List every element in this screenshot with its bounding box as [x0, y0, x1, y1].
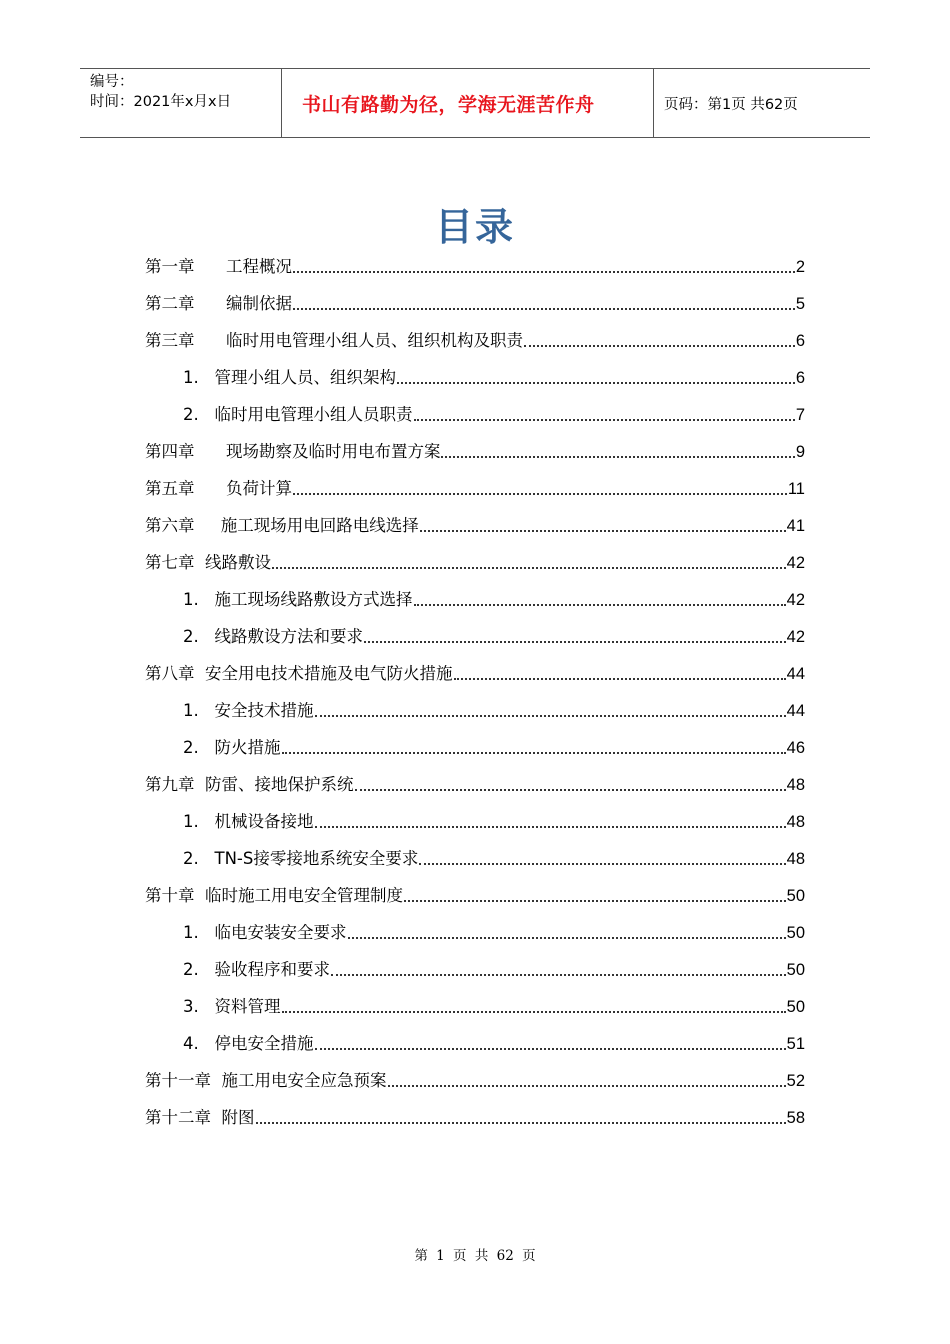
- toc-entry-gap: [195, 293, 226, 315]
- toc-entry-gap: [195, 515, 221, 537]
- toc-entry-label: 工程概况: [225, 257, 292, 276]
- toc-dot-leader: [315, 714, 786, 717]
- toc-entry[interactable]: [183, 807, 805, 833]
- toc-entry-page: 42: [786, 554, 805, 572]
- page-header: [80, 68, 870, 138]
- toc-entry-number: 3.: [183, 997, 199, 1016]
- toc-entry-page: 50: [786, 961, 805, 979]
- toc-entry-number: 2.: [183, 627, 199, 646]
- toc-entry-gap: [199, 367, 215, 389]
- toc-dot-leader: [315, 825, 786, 828]
- toc-dot-leader: [524, 344, 795, 347]
- toc-entry-label: 防火措施: [214, 738, 281, 757]
- toc-entry[interactable]: [145, 252, 805, 278]
- toc-entry[interactable]: [183, 733, 805, 759]
- toc-entry-gap: [199, 626, 215, 648]
- toc-entry[interactable]: [145, 1103, 805, 1129]
- toc-entry[interactable]: [145, 881, 805, 907]
- toc-dot-leader: [315, 1047, 786, 1050]
- toc-dot-leader: [414, 603, 786, 606]
- toc-entry-number: 1.: [183, 590, 199, 609]
- toc-entry-label: 负荷计算: [225, 479, 292, 498]
- toc-entry-page: 41: [786, 517, 805, 535]
- toc-entry-gap: [195, 774, 206, 796]
- toc-entry-label: 验收程序和要求: [214, 960, 330, 979]
- toc-entry[interactable]: [145, 289, 805, 315]
- toc-entry-label: 附图: [221, 1108, 255, 1127]
- toc-entry-page: 46: [786, 739, 805, 757]
- toc-entry-number: 第十章: [145, 886, 195, 905]
- toc-entry-number: 第四章: [145, 442, 195, 461]
- toc-entry-number: 4.: [183, 1034, 199, 1053]
- toc-entry-number: 第二章: [145, 294, 195, 313]
- toc-entry-number: 2.: [183, 849, 199, 868]
- toc-entry-number: 1.: [183, 923, 199, 942]
- toc-entry-label: 资料管理: [214, 997, 281, 1016]
- toc-dot-leader: [282, 751, 786, 754]
- toc-entry-number: 2.: [183, 960, 199, 979]
- toc-dot-leader: [348, 936, 786, 939]
- toc-entry[interactable]: [145, 474, 805, 500]
- header-meta: [80, 69, 281, 137]
- toc-entry-number: 第五章: [145, 479, 195, 498]
- toc-dot-leader: [454, 677, 786, 680]
- toc-entry-page: 48: [786, 813, 805, 831]
- toc-entry-page: 42: [786, 628, 805, 646]
- toc-entry-page: 58: [786, 1109, 805, 1127]
- toc-entry-label: 停电安全措施: [214, 1034, 314, 1053]
- toc-dot-leader: [419, 862, 785, 865]
- toc-entry-label: 临电安装安全要求: [214, 923, 347, 942]
- toc-entry-page: 51: [786, 1035, 805, 1053]
- toc-entry-page: 44: [786, 702, 805, 720]
- toc-entry-number: 1.: [183, 368, 199, 387]
- toc-entry[interactable]: [183, 696, 805, 722]
- toc-entry-number: 第七章: [145, 553, 195, 572]
- toc-entry-number: 1.: [183, 812, 199, 831]
- toc-entry-number: 第十二章: [145, 1108, 211, 1127]
- toc-entry-page: 6: [795, 332, 805, 350]
- toc-entry-gap: [199, 737, 215, 759]
- toc-dot-leader: [282, 1010, 786, 1013]
- toc-entry[interactable]: [145, 437, 805, 463]
- toc-entry-number: 2.: [183, 405, 199, 424]
- toc-entry[interactable]: [145, 659, 805, 685]
- toc-entry-gap: [211, 1070, 222, 1092]
- toc-entry[interactable]: [183, 1029, 805, 1055]
- toc-dot-leader: [256, 1121, 786, 1124]
- toc-entry-label: TN-S接零接地系统安全要求: [214, 849, 419, 868]
- toc-dot-leader: [420, 529, 786, 532]
- header-number: 编号：: [90, 74, 134, 90]
- toc-entry-page: 52: [786, 1072, 805, 1090]
- toc-entry-gap: [195, 552, 206, 574]
- toc-entry-page: 6: [795, 369, 805, 387]
- toc-entry-page: 5: [795, 295, 805, 313]
- toc-entry-label: 临时用电管理小组人员、组织机构及职责: [225, 331, 523, 350]
- toc-entry-label: 施工现场线路敷设方式选择: [214, 590, 413, 609]
- toc-entry[interactable]: [183, 844, 805, 870]
- toc-dot-leader: [293, 492, 787, 495]
- toc-entry-label: 施工现场用电回路电线选择: [220, 516, 419, 535]
- toc-dot-leader: [397, 381, 795, 384]
- toc-dot-leader: [441, 455, 794, 458]
- header-time: 时间：2021年x月x日: [90, 94, 232, 110]
- toc-entry-label: 线路敷设方法和要求: [214, 627, 363, 646]
- toc-entry[interactable]: [183, 622, 805, 648]
- toc-entry-label: 现场勘察及临时用电布置方案: [225, 442, 441, 461]
- toc-entry-label: 安全技术措施: [214, 701, 314, 720]
- toc-entry-gap: [195, 256, 226, 278]
- toc-entry-gap: [199, 589, 215, 611]
- toc-entry-page: 11: [787, 480, 805, 498]
- toc-entry-gap: [195, 663, 206, 685]
- toc-entry-number: 第九章: [145, 775, 195, 794]
- toc-entry-gap: [199, 996, 215, 1018]
- toc-dot-leader: [388, 1084, 786, 1087]
- toc-entry-page: 50: [786, 998, 805, 1016]
- toc-entry-gap: [199, 848, 215, 870]
- toc-entry-gap: [199, 700, 215, 722]
- toc-entry-gap: [199, 811, 215, 833]
- toc-dot-leader: [293, 270, 795, 273]
- toc-entry-gap: [195, 885, 206, 907]
- toc-entry-label: 临时施工用电安全管理制度: [205, 886, 403, 905]
- toc-entry-label: 安全用电技术措施及电气防火措施: [205, 664, 453, 683]
- header-motto: 书山有路勤为径，学海无涯苦作舟: [281, 69, 654, 137]
- toc-entry-page: 50: [786, 887, 805, 905]
- toc-entry-gap: [211, 1107, 222, 1129]
- toc-entry-label: 管理小组人员、组织架构: [214, 368, 396, 387]
- toc-entry-number: 1.: [183, 701, 199, 720]
- toc-entry-page: 48: [786, 850, 805, 868]
- toc-dot-leader: [293, 307, 795, 310]
- toc-dot-leader: [404, 899, 786, 902]
- toc-entry[interactable]: [145, 770, 805, 796]
- toc-dot-leader: [355, 788, 786, 791]
- toc-entry-page: 9: [795, 443, 805, 461]
- toc-entry-page: 50: [786, 924, 805, 942]
- toc-entry[interactable]: [145, 326, 805, 352]
- toc-entry[interactable]: [183, 363, 805, 389]
- toc-entry-label: 机械设备接地: [214, 812, 314, 831]
- toc-entry[interactable]: [183, 992, 805, 1018]
- toc-dot-leader: [272, 566, 786, 569]
- toc-entry[interactable]: [183, 955, 805, 981]
- toc-entry-number: 2.: [183, 738, 199, 757]
- toc-entry-number: 第六章: [145, 516, 195, 535]
- toc-entry-label: 线路敷设: [205, 553, 271, 572]
- toc-entry-page: 42: [786, 591, 805, 609]
- page-footer: 第 1 页 共 62 页: [414, 1248, 536, 1264]
- toc-dot-leader: [414, 418, 795, 421]
- toc-entry-label: 编制依据: [225, 294, 292, 313]
- toc-entry-page: 7: [795, 406, 805, 424]
- header-page-info: 页码：第1页 共62页: [664, 96, 798, 113]
- toc-entry[interactable]: [145, 1066, 805, 1092]
- toc-entry-gap: [199, 404, 215, 426]
- toc-entry-number: 第三章: [145, 331, 195, 350]
- toc-entry[interactable]: [183, 918, 805, 944]
- toc-entry-label: 施工用电安全应急预案: [221, 1071, 387, 1090]
- toc-entry-gap: [199, 959, 215, 981]
- toc-entry-gap: [195, 441, 226, 463]
- page-title: 目录: [434, 205, 515, 249]
- toc-entry-label: 防雷、接地保护系统: [205, 775, 354, 794]
- toc-entry-number: 第十一章: [145, 1071, 211, 1090]
- toc-entry-number: 第八章: [145, 664, 195, 683]
- toc-dot-leader: [364, 640, 786, 643]
- toc-entry-gap: [199, 922, 215, 944]
- toc-dot-leader: [331, 973, 786, 976]
- toc-entry-gap: [195, 478, 226, 500]
- toc-entry-label: 临时用电管理小组人员职责: [214, 405, 413, 424]
- toc-entry[interactable]: [183, 400, 805, 426]
- toc-entry-page: 2: [795, 258, 805, 276]
- toc-entry-page: 48: [786, 776, 805, 794]
- toc-entry-page: 44: [786, 665, 805, 683]
- toc-entry-gap: [199, 1033, 215, 1055]
- toc-entry-number: 第一章: [145, 257, 195, 276]
- toc-entry[interactable]: [145, 548, 805, 574]
- toc-entry[interactable]: [183, 585, 805, 611]
- toc-entry-gap: [195, 330, 226, 352]
- toc-entry[interactable]: [145, 511, 805, 537]
